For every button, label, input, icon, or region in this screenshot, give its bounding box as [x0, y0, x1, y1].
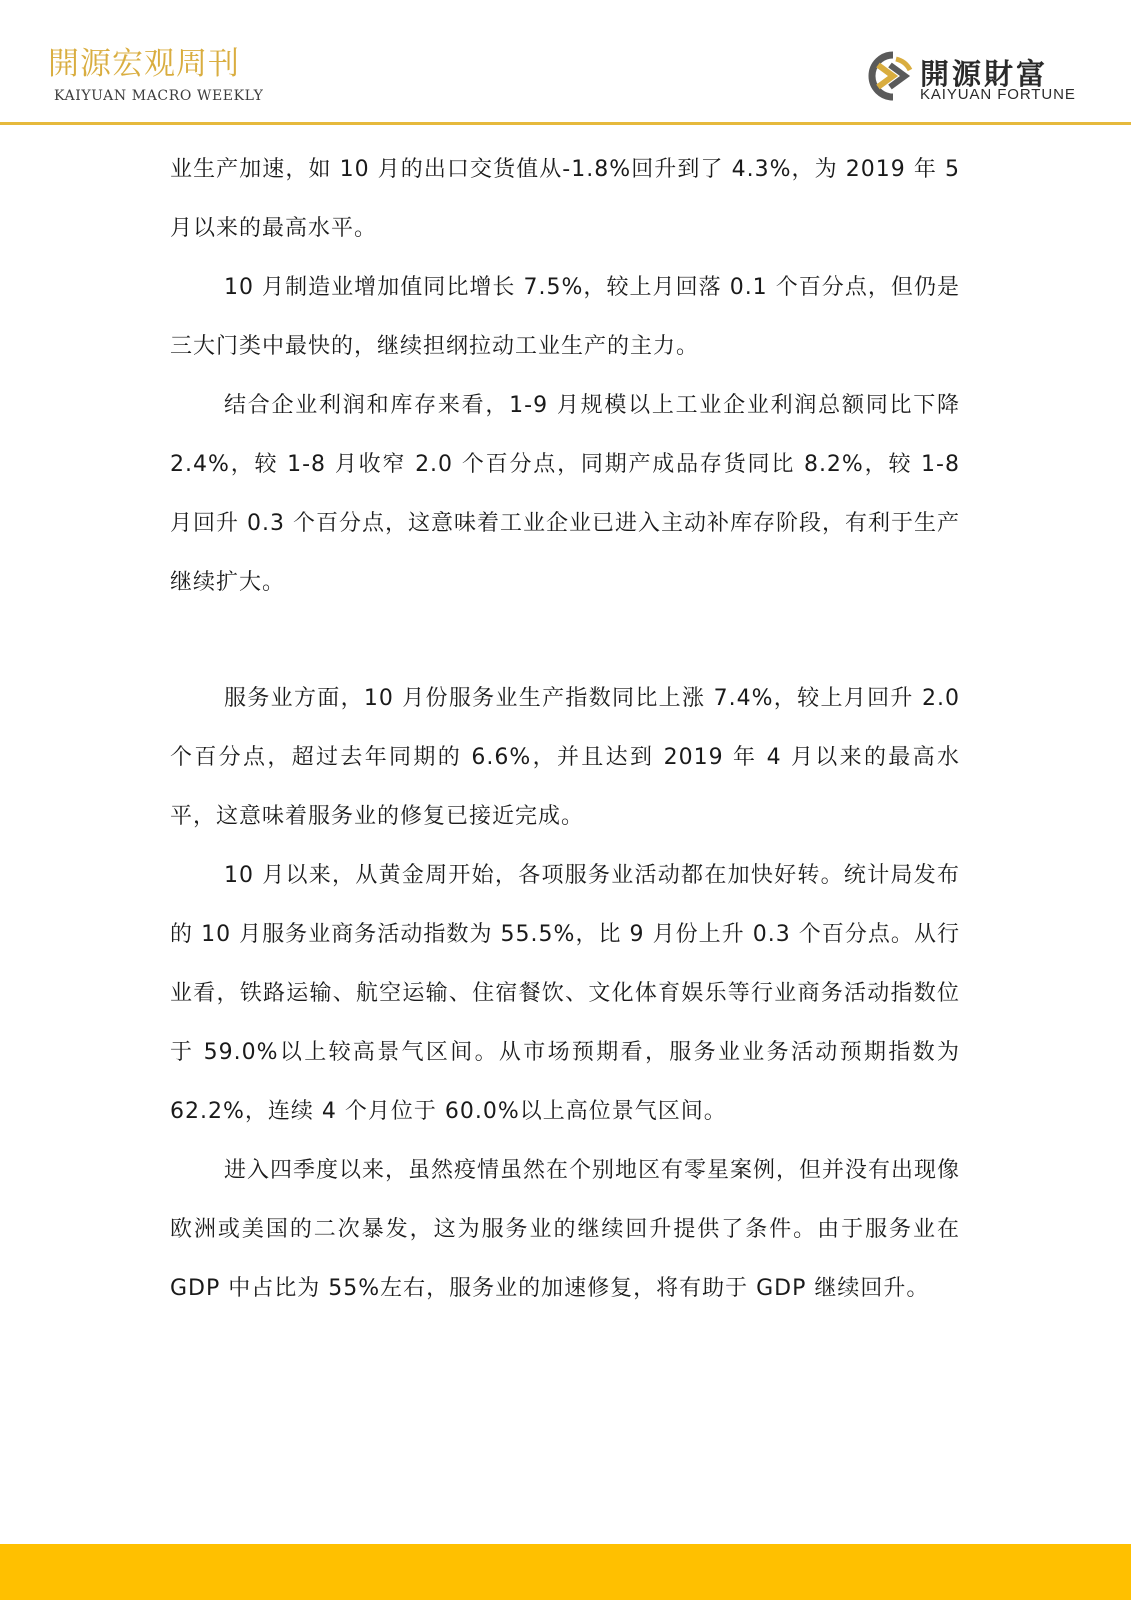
article-body	[170, 140, 960, 1318]
page-header	[0, 0, 1131, 126]
body-paragraph: 业生产加速，如 10 月的出口交货值从-1.8%回升到了 4.3%，为 2019 年 5 月以来的最高水平。	[170, 157, 960, 241]
body-paragraph: 10 月以来，从黄金周开始，各项服务业活动都在加快好转。统计局发布的 10 月服务业商务活动指数为 55.5%，比 9 月份上升 0.3 个百分点。从行业看，铁路运输、航空运输、住宿餐饮、文化体育娱乐等行业商务活动指数位于 59.0%以上较高景气区间。从市场预期看，服务业业务活动预期指数为 62.2%，连续 4 个月位于 60.0%以上高位景气区间。	[170, 863, 960, 1124]
logo-name-en: KAIYUAN FORTUNE	[920, 86, 1076, 103]
publication-title: 開源宏观周刊	[48, 46, 240, 82]
kaiyuan-logo-icon	[866, 50, 914, 102]
publication-subtitle: KAIYUAN MACRO WEEKLY	[54, 88, 264, 104]
header-divider	[0, 122, 1131, 125]
body-paragraph: 结合企业利润和库存来看，1-9 月规模以上工业企业利润总额同比下降 2.4%，较 1-8 月收窄 2.0 个百分点，同期产成品存货同比 8.2%，较 1-8 月回升 0.3 个百分点，这意味着工业企业已进入主动补库存阶段，有利于生产继续扩大。	[170, 393, 960, 595]
body-paragraph: 10 月制造业增加值同比增长 7.5%，较上月回落 0.1 个百分点，但仍是三大门类中最快的，继续担纲拉动工业生产的主力。	[170, 275, 960, 359]
logo-name-cn: 開源財富	[920, 57, 1049, 91]
body-paragraph: 进入四季度以来，虽然疫情虽然在个别地区有零星案例，但并没有出现像欧洲或美国的二次暴发，这为服务业的继续回升提供了条件。由于服务业在 GDP 中占比为 55%左右，服务业的加速修复，将有助于 GDP 继续回升。	[170, 1158, 961, 1301]
body-paragraph: 服务业方面，10 月份服务业生产指数同比上涨 7.4%，较上月回升 2.0 个百分点，超过去年同期的 6.6%，并且达到 2019 年 4 月以来的最高水平，这意味着服务业的修复已接近完成。	[170, 686, 960, 829]
footer-band	[0, 1544, 1131, 1600]
kaiyuan-logo	[866, 50, 1096, 110]
